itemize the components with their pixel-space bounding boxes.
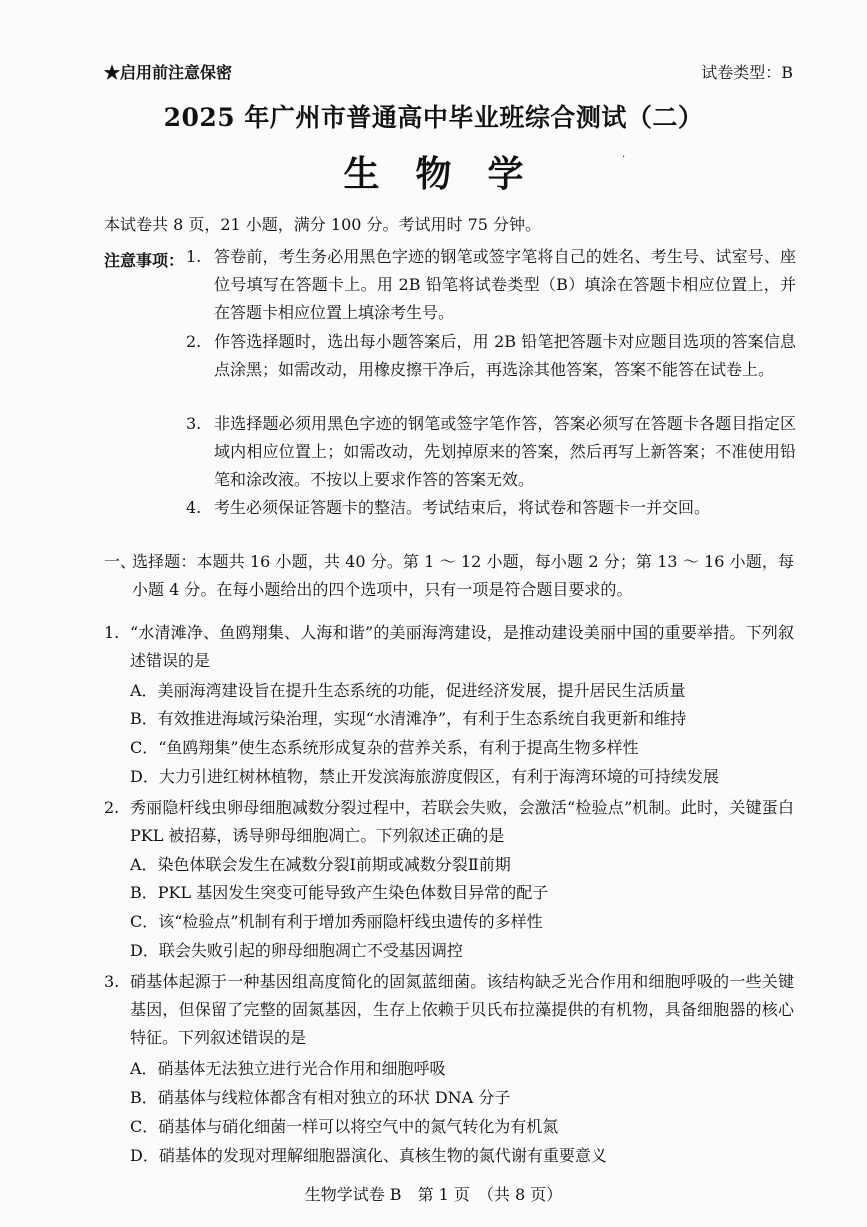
- question-3-option-a: A．硝基体无法独立进行光合作用和细胞呼吸: [130, 1059, 446, 1078]
- notice-item: [186, 328, 796, 384]
- question-3-option-c: C．硝基体与硝化细菌一样可以将空气中的氮气转化为有机氮: [130, 1117, 559, 1136]
- question-2-option-b: B．PKL 基因发生突变可能导致产生染色体数目异常的配子: [130, 883, 549, 902]
- notice-label: 注意事项：: [104, 251, 185, 270]
- section-text: 选择题：本题共 16 小题，共 40 分。第 1 ～ 12 小题，每小题 2 分；第 13 ～ 16 小题，每小题 4 分。在每小题给出的四个选项中，只有一项是符合题目要求的。: [132, 552, 794, 599]
- question-3: [104, 968, 794, 1052]
- question-3-option-d: D．硝基体的发现对理解细胞器演化、真核生物的氮代谢有重要意义: [130, 1146, 607, 1165]
- question-2-option-a: A．染色体联会发生在减数分裂Ⅰ前期或减数分裂Ⅱ前期: [130, 855, 511, 874]
- notice-item-text: 非选择题必须用黑色字迹的钢笔或签字笔作答，答案必须写在答题卡各题目指定区域内相应位置上；如需改动，先划掉原来的答案，然后再写上新答案；不准使用铅笔和涂改液。不按以上要求作答的答案无效。: [214, 414, 796, 489]
- speck-mark: ·: [622, 152, 626, 163]
- question-number: 1.: [104, 623, 120, 642]
- question-stem: “水清滩净、鱼鸥翔集、人海和谐”的美丽海湾建设，是推动建设美丽中国的重要举措。下列叙述错误的是: [130, 623, 794, 670]
- question-1-option-d: D．大力引进红树林植物，禁止开发滨海旅游度假区，有利于海湾环境的可持续发展: [130, 767, 719, 786]
- notice-item-number: 1.: [186, 247, 202, 266]
- notice-item-text: 考生必须保证答题卡的整洁。考试结束后，将试卷和答题卡一并交回。: [214, 498, 711, 517]
- question-1-option-c: C．“鱼鸥翔集”使生态系统形成复杂的营养关系，有利于提高生物多样性: [130, 738, 639, 757]
- notice-item: [186, 410, 796, 494]
- paper-type-label: 试卷类型：B: [701, 63, 793, 82]
- notice-item-text: 答卷前，考生务必用黑色字迹的钢笔或签字笔将自己的姓名、考生号、试室号、座位号填写在答题卡上。用 2B 铅笔将试卷类型（B）填涂在答题卡相应位置上，并在答题卡相应位置上填涂考生号。: [214, 247, 796, 322]
- notice-item: [186, 494, 796, 522]
- question-stem: 秀丽隐杆线虫卵母细胞减数分裂过程中，若联会失败，会激活“检验点”机制。此时，关键蛋白 PKL 被招募，诱导卵母细胞凋亡。下列叙述正确的是: [130, 798, 794, 845]
- question-1-option-a: A．美丽海湾建设旨在提升生态系统的功能，促进经济发展，提升居民生活质量: [130, 681, 686, 700]
- notice-item: [186, 243, 796, 327]
- notice-item-number: 3.: [186, 414, 202, 433]
- question-2: [104, 794, 794, 850]
- confidential-label: ★启用前注意保密: [104, 63, 233, 82]
- notice-item-number: 2.: [186, 332, 202, 351]
- question-1-option-b: B．有效推进海域污染治理，实现“水清滩净”，有利于生态系统自我更新和维持: [130, 709, 687, 728]
- notice-item-text: 作答选择题时，选出每小题答案后，用 2B 铅笔把答题卡对应题目选项的答案信息点涂黑；如需改动，用橡皮擦干净后，再选涂其他答案，答案不能答在试卷上。: [214, 332, 796, 379]
- page-footer: 生物学试卷 B 第 1 页 （共 8 页）: [304, 1185, 563, 1204]
- question-stem: 硝基体起源于一种基因组高度简化的固氮蓝细菌。该结构缺乏光合作用和细胞呼吸的一些关键基因，但保留了完整的固氮基因，生存上依赖于贝氏布拉藻提供的有机物，具备细胞器的核心特征。下列叙述错误的是: [130, 972, 794, 1047]
- subject-title: 生物学: [343, 153, 560, 195]
- question-3-option-b: B．硝基体与线粒体都含有相对独立的环状 DNA 分子: [130, 1088, 511, 1107]
- section-heading: [104, 548, 794, 604]
- question-1: [104, 619, 794, 675]
- question-number: 2.: [104, 798, 120, 817]
- exam-intro: 本试卷共 8 页，21 小题，满分 100 分。考试用时 75 分钟。: [104, 215, 542, 234]
- section-number: 一、: [104, 552, 137, 571]
- notice-item-number: 4.: [186, 498, 202, 517]
- exam-title: 2025 年广州市普通高中毕业班综合测试（二）: [163, 103, 704, 132]
- question-2-option-d: D．联会失败引起的卵母细胞凋亡不受基因调控: [130, 941, 463, 960]
- question-2-option-c: C．该“检验点”机制有利于增加秀丽隐杆线虫遗传的多样性: [130, 912, 543, 931]
- question-number: 3.: [104, 972, 120, 991]
